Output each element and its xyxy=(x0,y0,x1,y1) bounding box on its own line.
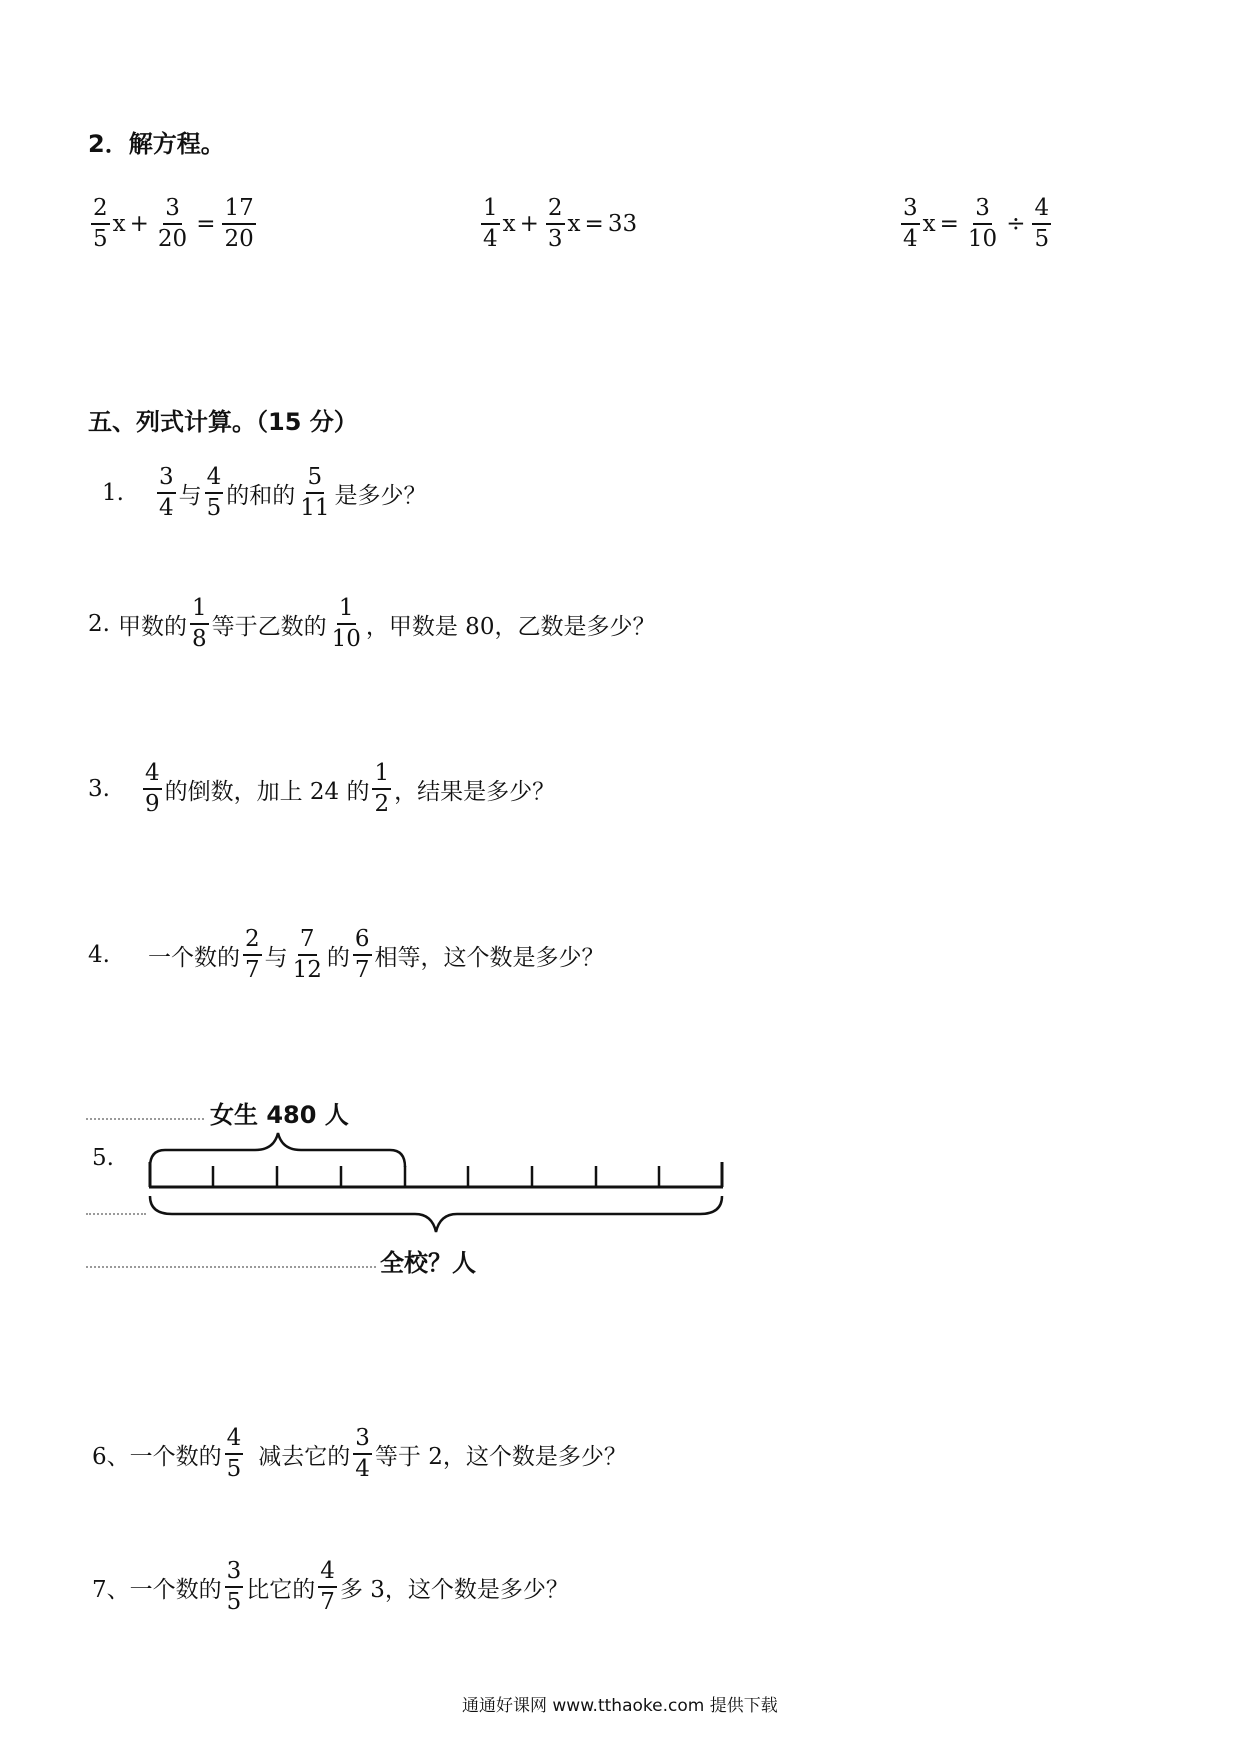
fraction: $\frac{1}{4}$ xyxy=(483,195,498,252)
section-2-title: 2．解方程。 xyxy=(88,130,225,158)
fraction: $\frac{3}{4}$ xyxy=(355,1425,370,1482)
question-6: 6、一个数的 $\frac{4}{5}$ 减去它的 $\frac{3}{4}$ 等于 2，这个数是多少？ xyxy=(92,1425,627,1482)
fraction: $\frac{17}{20}$ xyxy=(224,195,254,252)
fraction: $\frac{4}{7}$ xyxy=(320,1558,335,1615)
question-7: 7、一个数的 $\frac{3}{5}$ 比它的 $\frac{4}{7}$ 多 3，这个数是多少？ xyxy=(92,1558,569,1615)
fraction: $\frac{1}{8}$ xyxy=(191,595,207,652)
fraction: $\frac{3}{4}$ xyxy=(158,464,174,521)
fraction: $\frac{5}{11}$ xyxy=(300,464,330,521)
fraction: $\frac{3}{5}$ xyxy=(226,1558,242,1615)
fraction: $\frac{1}{10}$ xyxy=(331,595,361,652)
fraction: $\frac{4}{5}$ xyxy=(226,1425,242,1482)
fraction: $\frac{7}{12}$ xyxy=(292,926,322,983)
fraction: $\frac{3}{10}$ xyxy=(967,195,998,252)
fraction: $\frac{4}{9}$ xyxy=(144,760,160,817)
fraction: $\frac{1}{2}$ xyxy=(374,760,390,817)
equation-2: $\frac{1}{4}$ x + $\frac{2}{3}$ x = 33 xyxy=(483,195,638,252)
question-5-number: 5. xyxy=(92,1145,114,1171)
bottom-brace xyxy=(150,1196,722,1232)
fraction: $\frac{4}{5}$ xyxy=(206,464,222,521)
fraction: $\frac{3}{4}$ xyxy=(903,195,918,252)
fraction: $\frac{2}{7}$ xyxy=(244,926,260,983)
section-5-title: 五、列式计算。（15 分） xyxy=(88,408,358,436)
fraction: $\frac{4}{5}$ xyxy=(1034,195,1050,252)
school-total-label: 全校？人 xyxy=(380,1249,476,1277)
question-4: 4. 一个数的 $\frac{2}{7}$ 与 $\frac{7}{12}$ 的 $\frac{6}{7}$ 相等，这个数是多少？ xyxy=(88,926,605,983)
equation-1: $\frac{2}{5}$ x + $\frac{3}{20}$ = $\frac{17}{20}$ xyxy=(93,195,254,252)
fraction: $\frac{6}{7}$ xyxy=(354,926,370,983)
equation-3: $\frac{3}{4}$ x = $\frac{3}{10}$ ÷ $\frac{4}{5}$ xyxy=(903,195,1050,252)
fraction: $\frac{2}{3}$ xyxy=(547,195,563,252)
girls-label: 女生 480 人 xyxy=(210,1101,349,1129)
footer-text: 通通好课网 www.tthaoke.com 提供下载 xyxy=(462,1696,778,1716)
question-1: 1. $\frac{3}{4}$ 与 $\frac{4}{5}$ 的和的 $\frac{5}{11}$ 是多少？ xyxy=(102,464,427,521)
fraction: $\frac{3}{20}$ xyxy=(157,195,188,252)
question-3: 3. $\frac{4}{9}$ 的倒数，加上 24 的 $\frac{1}{2}$ ，结果是多少？ xyxy=(88,760,556,817)
question-2: 2. 甲数的 $\frac{1}{8}$ 等于乙数的 $\frac{1}{10}$ ，甲数是 80，乙数是多少？ xyxy=(88,595,656,652)
top-brace xyxy=(150,1133,405,1167)
fraction: $\frac{2}{5}$ xyxy=(93,195,108,252)
